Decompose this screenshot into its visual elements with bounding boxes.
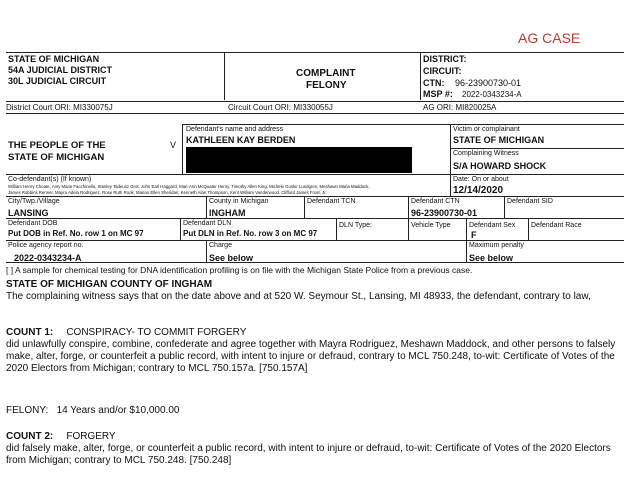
witness-label: Complaining Witness xyxy=(453,150,519,157)
charge-value: See below xyxy=(209,253,254,263)
tcn-label: Defendant TCN xyxy=(307,198,356,205)
penalty-value: See below xyxy=(469,253,514,263)
penalty-label: Maximum penalty xyxy=(469,242,524,249)
district-label: DISTRICT: xyxy=(423,54,467,64)
dob-label: Defendant DOB xyxy=(8,220,58,227)
county-value: INGHAM xyxy=(209,208,246,218)
charge-label: Charge xyxy=(209,242,232,249)
codefendants-line-2: James Robbins Renner, Mayra Adela Rodriguez, Rose Ruth Rook, Marian Ellen Sheridan, Kenneth Alan Thompson, Kent William Vanderwood, Clifford James Frost, Jr. xyxy=(8,190,327,195)
sex-label: Defendant Sex xyxy=(469,222,516,229)
court-state: STATE OF MICHIGAN xyxy=(8,54,100,64)
circuit-ori: Circuit Court ORI: MI330055J xyxy=(228,103,333,112)
ag-case-stamp: AG CASE xyxy=(518,30,581,46)
county-line: STATE OF MICHIGAN COUNTY OF INGHAM xyxy=(6,279,213,290)
count-2-text: did falsely make, alter, forge, or counterfeit a public record, with intent to injure or defraud, to-wit: Certificate of Votes of the 2020 Electors from Michigan; contrary to MCL 750.248. [750.248] xyxy=(6,443,611,466)
codefendants-label: Co-defendant(s) (If known) xyxy=(8,176,92,183)
date-value: 12/14/2020 xyxy=(453,185,504,196)
redacted-address xyxy=(186,147,412,173)
police-report-value: 2022-0343234-A xyxy=(14,253,82,263)
dna-note: [ ] A sample for chemical testing for DNA identification profiling is on file with the Michigan State Police from a previous case. xyxy=(6,265,473,275)
county-label: County in Michigan xyxy=(209,198,269,205)
felony-penalty: FELONY: 14 Years and/or $10,000.00 xyxy=(6,405,180,416)
dln-value: Put DLN in Ref. No. row 3 on MC 97 xyxy=(183,229,318,238)
vehicle-type-label: Vehicle Type xyxy=(411,222,451,229)
ctn-label: CTN: xyxy=(423,78,445,88)
versus: V xyxy=(170,140,177,150)
sid-label: Defendant SID xyxy=(507,198,553,205)
defendant-label: Defendant's name and address xyxy=(186,126,284,133)
defendant-name: KATHLEEN KAY BERDEN xyxy=(186,135,296,145)
district-ori: District Court ORI: MI330075J xyxy=(6,103,113,112)
people-line-1: THE PEOPLE OF THE xyxy=(8,140,106,151)
victim-label: Victim or complainant xyxy=(453,126,520,133)
defendant-ctn-label: Defendant CTN xyxy=(411,198,460,205)
people-line-2: STATE OF MICHIGAN xyxy=(8,152,105,163)
count-2-title: FORGERY xyxy=(58,431,116,442)
date-label: Date: On or about xyxy=(453,176,509,183)
count-1-text: did unlawfully conspire, combine, confederate and agree together with Mayra Rodriguez, Meshawn Maddock, and other persons to falsely make, alter, forge, or counterfeit a public record, with intent to injure or defraud, contrary to MCL 750.248, to-wit: Certificate of Votes of the 2020 Electors from Michigan; contrary to MCL 750.157a. [750.157A] xyxy=(6,339,616,374)
msp-label: MSP #: xyxy=(423,89,453,99)
city-label: City/Twp./Village xyxy=(8,198,60,205)
police-report-label: Police agency report no. xyxy=(8,242,84,249)
dln-label: Defendant DLN xyxy=(183,220,232,227)
codefendants-line-1: William Henry Choate, Amy Marie Facchinello, Stanley Tadeusz Grot, John Earl Haggard, Mari-Ann McQuater Henry, Timothy Allen King, Michele Gosler Lundgren, Meshawn Maria Maddock, xyxy=(8,184,370,189)
dob-value: Put DOB in Ref. No. row 1 on MC 97 xyxy=(8,229,144,238)
court-district: 54A JUDICIAL DISTRICT xyxy=(8,65,113,75)
dln-type-label: DLN Type: xyxy=(339,222,372,229)
count-1-label: COUNT 1: xyxy=(6,327,54,338)
count-1-title: CONSPIRACY- TO COMMIT FORGERY xyxy=(58,327,247,338)
victim-value: STATE OF MICHIGAN xyxy=(453,135,545,145)
complaint-title: COMPLAINT xyxy=(296,68,356,79)
ctn-value: 96-23900730-01 xyxy=(455,78,522,88)
ag-ori: AG ORI: MI820025A xyxy=(423,103,497,112)
race-label: Defendant Race xyxy=(531,222,582,229)
sex-value: F xyxy=(471,230,477,240)
complaint-intro: The complaining witness says that on the date above and at 520 W. Seymour St., Lansing, MI 48933, the defendant, contrary to law, xyxy=(6,291,591,302)
court-circuit: 30L JUDICIAL CIRCUIT xyxy=(8,76,107,86)
felony-title: FELONY xyxy=(306,80,347,91)
defendant-ctn-value: 96-23900730-01 xyxy=(411,208,478,218)
msp-value: 2022-0343234-A xyxy=(462,90,522,99)
circuit-label: CIRCUIT: xyxy=(423,66,462,76)
witness-value: S/A HOWARD SHOCK xyxy=(453,161,547,171)
count-2-label: COUNT 2: xyxy=(6,431,54,442)
city-value: LANSING xyxy=(8,208,49,218)
